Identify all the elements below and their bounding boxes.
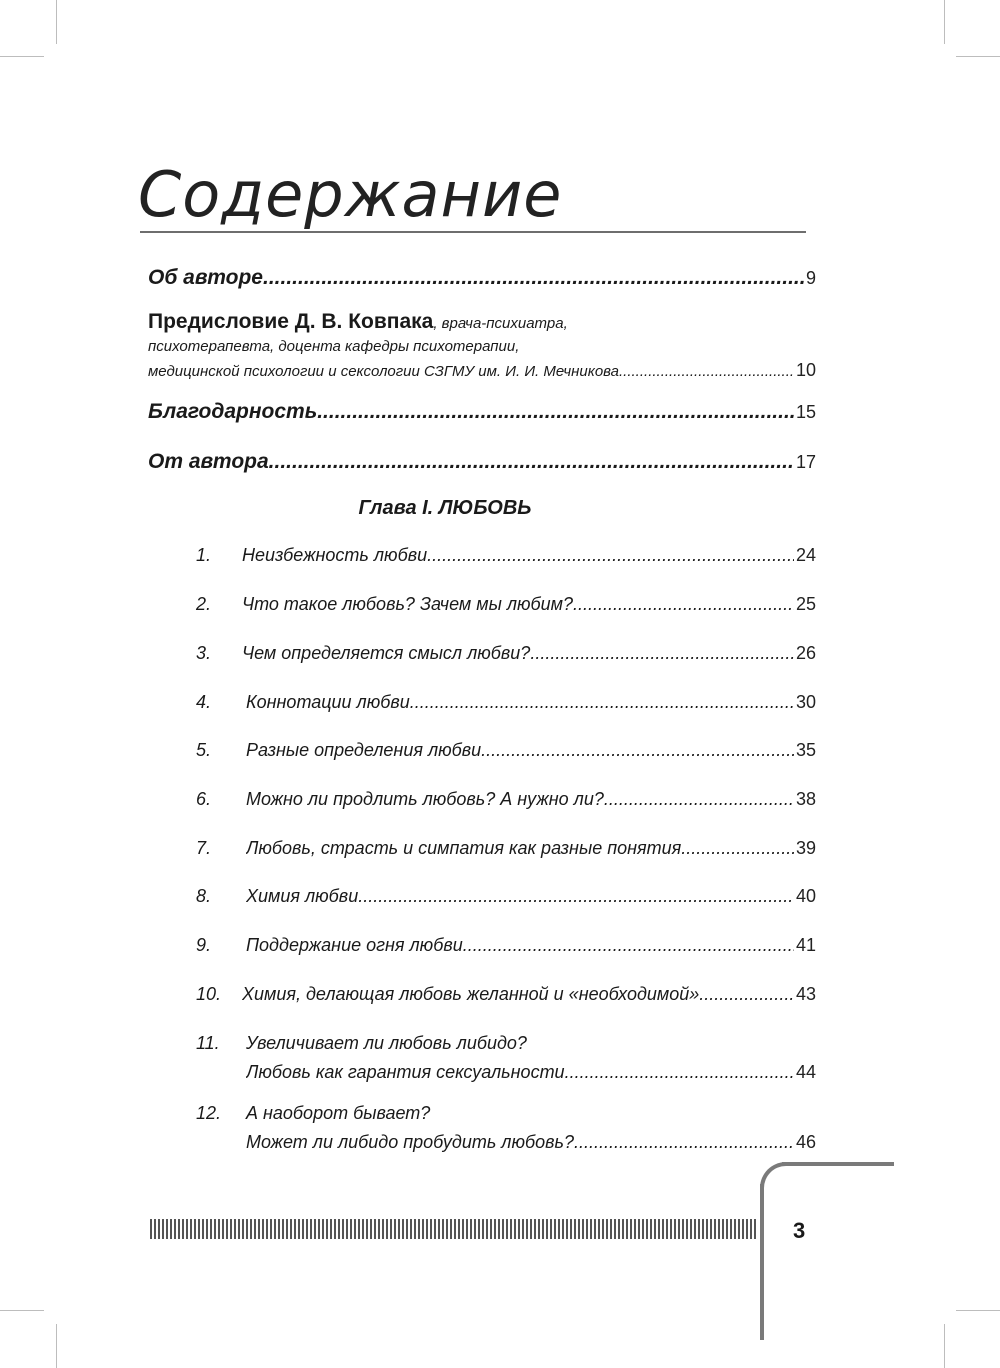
item-number: 9.	[196, 935, 212, 955]
page-number: 3	[793, 1218, 806, 1243]
title-underline	[140, 231, 806, 233]
item-number: 5.	[196, 740, 212, 760]
item-number: 6.	[196, 789, 212, 809]
toc-page-number: 9	[805, 268, 816, 288]
item-number: 4.	[196, 692, 212, 712]
toc-page-number: 41	[795, 935, 816, 955]
item-number: 3.	[196, 643, 212, 663]
toc-entry-label: Благодарность .....	[148, 400, 794, 424]
toc-entry-label: От автора .....	[148, 450, 794, 474]
item-number: 12.	[196, 1103, 222, 1123]
toc-page-number: 43	[795, 984, 816, 1004]
item-title: Химия, делающая любовь желанной и «необходимой» .....	[242, 984, 794, 1005]
toc-page-number: 10	[795, 360, 816, 380]
toc-entry-about[interactable]	[148, 266, 816, 290]
item-title: Можно ли продлить любовь? А нужно ли? .....	[246, 789, 794, 810]
item-number: 10.	[196, 984, 222, 1004]
toc-page-number: 26	[795, 643, 816, 663]
toc-page-number: 39	[795, 838, 816, 858]
toc-page-number: 25	[795, 594, 816, 614]
toc-entry-preface[interactable]	[148, 310, 568, 334]
chapter-title: Глава I. ЛЮБОВЬ	[358, 497, 532, 519]
page-title: Содержание	[138, 158, 563, 231]
item-number: 8.	[196, 886, 212, 906]
item-title: Что такое любовь? Зачем мы любим? .....	[242, 594, 794, 615]
crop-mark	[944, 1324, 945, 1368]
item-title: Поддержание огня любви .....	[246, 935, 794, 956]
crop-mark	[0, 56, 44, 57]
item-title-line: Увеличивает ли любовь либидо?	[246, 1033, 527, 1053]
toc-entry-thanks[interactable]	[148, 400, 816, 424]
page-tab-top-line	[782, 1162, 894, 1166]
page-tab-corner	[760, 1162, 800, 1202]
preface-last-line[interactable]	[148, 360, 816, 381]
preface-name: Предисловие Д. В. Ковпака	[148, 310, 434, 333]
toc-page-number: 15	[795, 402, 816, 422]
toc-page-number: 40	[795, 886, 816, 906]
toc-page-number: 35	[795, 740, 816, 760]
toc-page-number: 24	[795, 545, 816, 565]
item-number: 11.	[196, 1033, 220, 1053]
toc-entry-label: Об авторе .....	[148, 266, 804, 290]
preface-role-line: медицинской психологии и сексологии СЗГМУ им. И. И. Мечникова .....	[148, 363, 794, 380]
item-title: Неизбежность любви .....	[242, 545, 794, 566]
crop-mark	[56, 1324, 57, 1368]
toc-page-number: 17	[795, 452, 816, 472]
item-title: Может ли либидо пробудить любовь? .....	[246, 1132, 794, 1153]
chapter-heading	[0, 497, 1000, 520]
toc-page-number: 46	[795, 1132, 816, 1152]
toc-page-number: 44	[795, 1062, 816, 1082]
toc-entry-from-author[interactable]	[148, 450, 816, 474]
item-title: Коннотации любви .....	[246, 692, 794, 713]
crop-mark	[956, 1310, 1000, 1311]
page-tab-side-line	[760, 1184, 764, 1340]
item-title: Чем определяется смысл любви? .....	[242, 643, 794, 664]
crop-mark	[0, 1310, 44, 1311]
item-title: Любовь как гарантия сексуальности .....	[246, 1062, 794, 1083]
preface-role: , врача-психиатра,	[433, 315, 568, 332]
crop-mark	[956, 56, 1000, 57]
toc-page-number: 30	[795, 692, 816, 712]
crop-mark	[944, 0, 945, 44]
item-title: Любовь, страсть и симпатия как разные понятия .....	[246, 838, 794, 859]
item-title: Разные определения любви .....	[246, 740, 794, 761]
item-title: Химия любви .....	[246, 886, 794, 907]
footer-decorative-bar	[150, 1219, 756, 1239]
crop-mark	[56, 0, 57, 44]
item-number: 7.	[196, 838, 212, 858]
preface-role-line: психотерапевта, доцента кафедры психотерапии,	[148, 338, 520, 355]
toc-page-number: 38	[795, 789, 816, 809]
item-number: 2.	[196, 594, 212, 614]
item-title-line: А наоборот бывает?	[246, 1103, 431, 1123]
item-number: 1.	[196, 545, 212, 565]
